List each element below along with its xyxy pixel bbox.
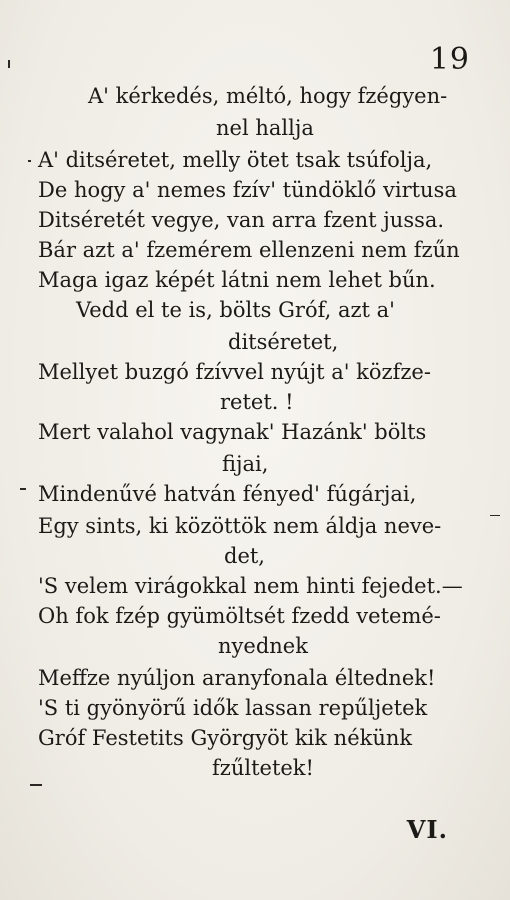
poem-line: Mellyet buzgó fzívvel nyújt a' közfze- <box>38 360 431 384</box>
poem-line: Mert valahol vagynak' Hazánk' bölts <box>38 420 427 444</box>
poem-line: fijai, <box>222 452 269 476</box>
poem-line: fzűltetek! <box>212 756 314 780</box>
poem-line: Mindenűvé hatván fényed' fúgárjai, <box>38 482 417 506</box>
page-number: 19 <box>429 42 470 77</box>
poem-line: De hogy a' nemes fzív' tündöklő virtusa <box>38 178 457 202</box>
poem-line: Vedd el te is, bölts Gróf, azt a' <box>76 298 395 322</box>
poem-line: Meffze nyúljon aranyfonala éltednek! <box>38 666 436 690</box>
poem-line: Maga igaz képét látni nem lehet bűn. <box>38 268 436 292</box>
ink-speck <box>8 60 10 68</box>
ink-speck <box>28 160 31 162</box>
ink-speck <box>30 784 42 786</box>
poem-line: A' ditséretet, melly ötet tsak tsúfolja, <box>38 148 433 172</box>
poem-line: ditséretet, <box>228 330 339 354</box>
ink-speck <box>20 488 26 490</box>
poem-line: Oh fok fzép gyümöltsét fzedd vetemé- <box>38 604 441 628</box>
poem-line: det, <box>224 544 265 568</box>
ink-speck <box>490 515 500 516</box>
poem-line: nyednek <box>218 634 308 658</box>
poem-line: A' kérkedés, méltó, hogy fzégyen- <box>88 84 448 108</box>
poem-line: Egy sints, ki közöttök nem áldja neve- <box>38 514 442 538</box>
poem-line: 'S ti gyönyörű idők lassan repűljetek <box>38 696 428 720</box>
poem-line: Gróf Festetits Györgyöt kik nékünk <box>38 726 413 750</box>
poem-line: 'S velem virágokkal nem hinti fejedet.— <box>38 574 463 598</box>
poem-line: nel hallja <box>216 116 314 140</box>
poem-line: retet. ! <box>220 390 294 414</box>
poem-line: Ditséretét vegye, van arra fzent jussa. <box>38 208 445 232</box>
poem-line: Bár azt a' fzemérem ellenzeni nem fzűn <box>38 238 460 262</box>
catchword: VI. <box>406 815 448 844</box>
